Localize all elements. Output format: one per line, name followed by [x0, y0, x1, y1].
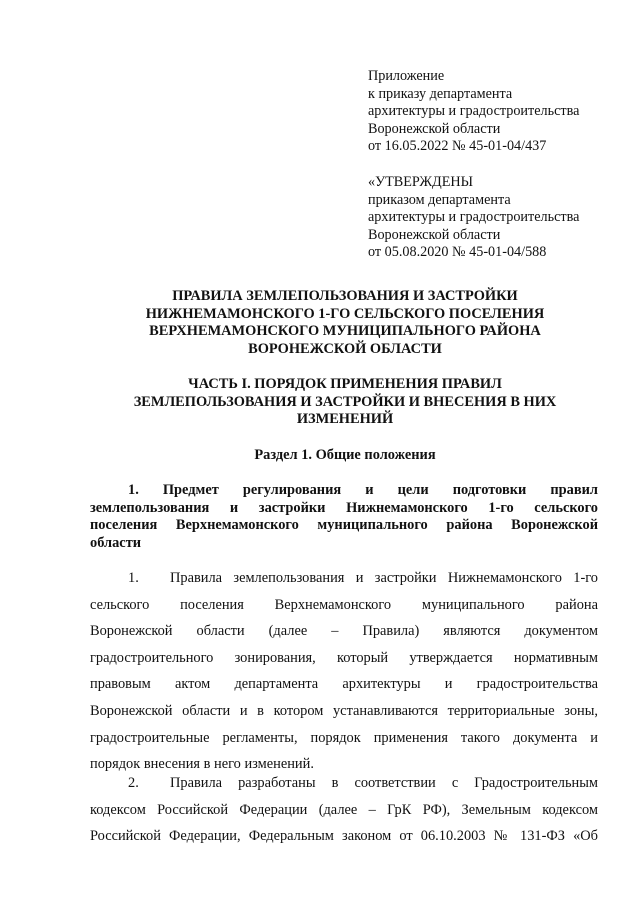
paragraph-text: Правила землепользования и застройки Нижнемамонского 1-го: [170, 570, 598, 586]
paragraph-line: сельского поселения Верхнемамонского муниципального района: [90, 596, 598, 613]
paragraph-line: Российской Федерации, Федеральным законом от 06.10.2003 № 131-ФЗ «Об: [90, 828, 598, 845]
appendix-order-reference: от 16.05.2022 № 45-01-04/437: [368, 138, 547, 155]
approved-line: «УТВЕРЖДЕНЫ: [368, 174, 473, 190]
paragraph-line: Воронежской области и в котором устанавливаются территориальные зоны,: [90, 702, 598, 719]
paragraph-line: градостроительного зонирования, который утверждается нормативным: [90, 649, 598, 666]
section-heading: Раздел 1. Общие положения: [254, 447, 436, 463]
approved-order-reference: от 05.08.2020 № 45-01-04/588: [368, 244, 547, 261]
part-heading-line: ЧАСТЬ I. ПОРЯДОК ПРИМЕНЕНИЯ ПРАВИЛ: [188, 376, 502, 392]
paragraph-2: [90, 770, 598, 850]
title-line: ВЕРХНЕМАМОНСКОГО МУНИЦИПАЛЬНОГО РАЙОНА: [149, 323, 541, 339]
paragraph-line: правовым актом департамента архитектуры и градостроительства: [90, 676, 598, 693]
paragraph-number: 2.: [128, 775, 139, 791]
approved-line: Воронежской области: [368, 226, 501, 243]
paragraph-1: [90, 565, 598, 778]
approved-block: [368, 174, 618, 262]
appendix-line: Приложение: [368, 68, 445, 84]
part-heading-line: ЗЕМЛЕПОЛЬЗОВАНИЯ И ЗАСТРОЙКИ И ВНЕСЕНИЯ В НИХ: [133, 393, 557, 410]
document-title: [90, 288, 600, 358]
paragraph-line: порядок внесения в него изменений.: [90, 756, 314, 773]
approved-line: архитектуры и градостроительства: [368, 209, 580, 226]
paragraph-number: 1.: [128, 570, 139, 586]
part-heading: [90, 376, 600, 429]
appendix-line: к приказу департамента: [368, 85, 513, 102]
article-heading-line: области: [90, 534, 142, 551]
paragraph-line: градостроительные регламенты, порядок применения такого документа и: [90, 729, 598, 746]
paragraph-line: Воронежской области (далее – Правила) являются документом: [90, 623, 598, 640]
paragraph-line: [90, 770, 598, 797]
article-heading-line: поселения Верхнемамонского муниципального района Воронежской: [90, 517, 598, 534]
paragraph-text: Правила разработаны в соответствии с Градостроительным: [170, 775, 598, 791]
article-heading: [90, 482, 598, 552]
part-heading-line: ИЗМЕНЕНИЙ: [296, 411, 394, 427]
title-line: ВОРОНЕЖСКОЙ ОБЛАСТИ: [248, 340, 442, 357]
paragraph-line: [90, 565, 598, 592]
paragraph-line: кодексом Российской Федерации (далее – ГрК РФ), Земельным кодексом: [90, 801, 598, 818]
title-line: ПРАВИЛА ЗЕМЛЕПОЛЬЗОВАНИЯ И ЗАСТРОЙКИ: [172, 288, 518, 304]
appendix-line: Воронежской области: [368, 120, 501, 137]
appendix-line: архитектуры и градостроительства: [368, 103, 580, 120]
article-heading-line: землепользования и застройки Нижнемамонского 1-го сельского: [90, 499, 598, 516]
title-line: НИЖНЕМАМОНСКОГО 1-ГО СЕЛЬСКОГО ПОСЕЛЕНИЯ: [145, 305, 545, 322]
appendix-block: [368, 68, 618, 156]
article-heading-line: 1. Предмет регулирования и цели подготовки правил: [128, 482, 598, 498]
approved-line: приказом департамента: [368, 191, 511, 208]
